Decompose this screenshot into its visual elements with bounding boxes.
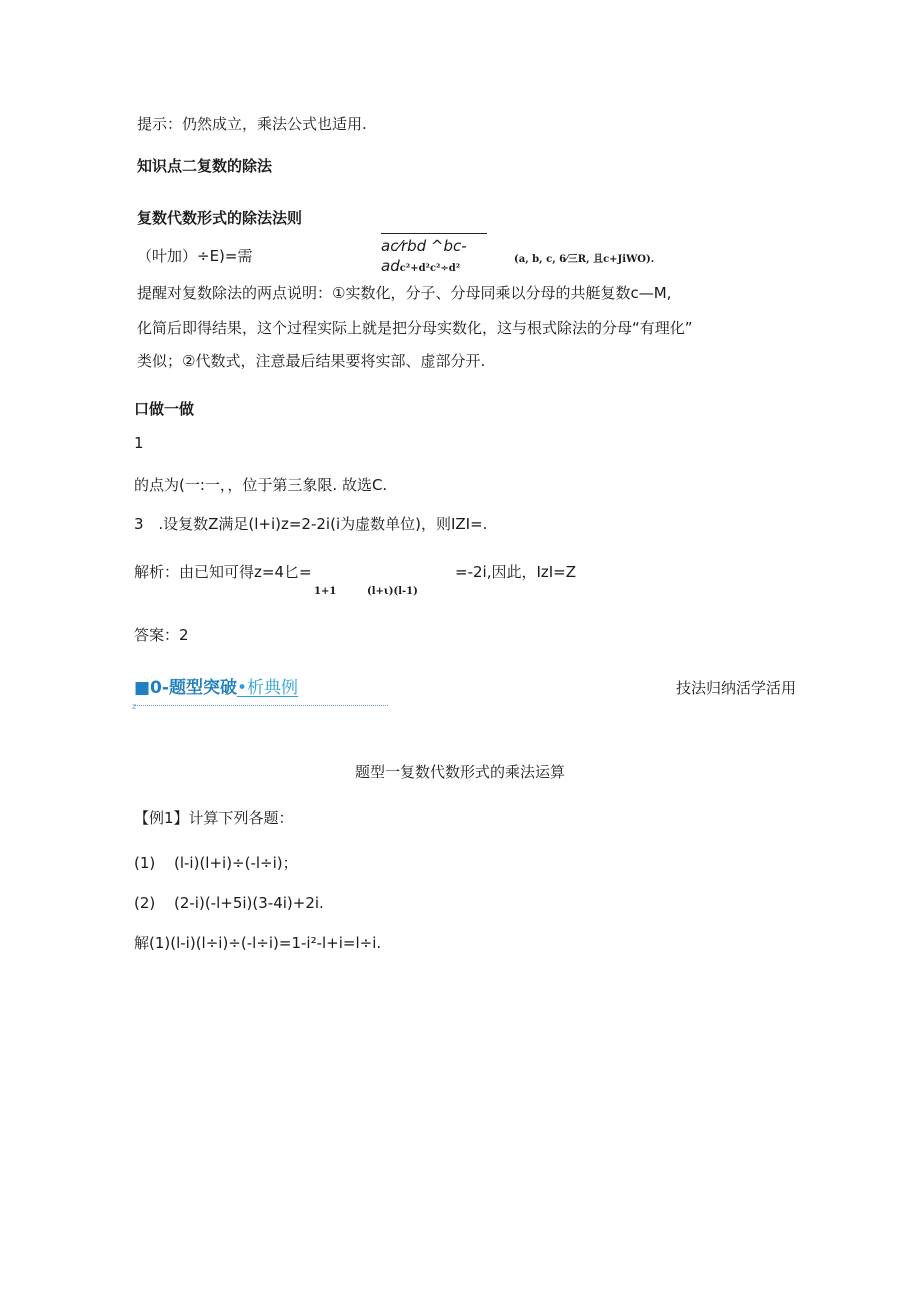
example-header: 【例1】计算下列各题： — [134, 809, 294, 827]
example-item-2 — [134, 893, 324, 913]
formula-denominator: adc²+d²c²÷d² — [381, 257, 461, 275]
analysis-line: 解析：由已知可得z=4匕= — [134, 563, 312, 581]
answer-text: 答案：2 — [134, 626, 189, 644]
formula-condition: (a, b, c, 6⁄三R, 且c+JiWO). — [514, 254, 655, 265]
rule-heading: 复数代数形式的除法法则 — [137, 209, 303, 227]
formula-left: （叶加）÷E)=需 — [137, 247, 253, 265]
banner-title: ■0-题型突破 — [134, 678, 237, 698]
solution-text: 解(1)(l-i)(l÷i)÷(-l÷i)=1-i²-l+i=l÷i. — [134, 934, 382, 952]
banner-link[interactable]: •析典例 — [236, 678, 298, 698]
type1-heading: 题型一复数代数形式的乘法运算 — [354, 763, 565, 781]
example-item-1-expr: (l-i)(l+i)÷(-l÷i)； — [174, 854, 298, 872]
analysis-tail: =-2i,因此，IzI=Z — [455, 563, 577, 581]
question-3-number: 3 — [134, 515, 144, 533]
question-1-text: 的点为(一:一，，位于第三象限. 故选C. — [134, 476, 388, 494]
remind-line-2: 化简后即得结果，这个过程实际上就是把分母实数化，这与根式除法的分母“有理化” — [137, 319, 693, 337]
analysis-sub-1: 1+1 — [314, 586, 337, 597]
question-3 — [134, 514, 487, 534]
formula-numerator: ac⁄rbd ^bc- — [381, 237, 467, 255]
question-3-text: .设复数Z满足(l+i)z=2-2i(i为虚数单位)，则IZI=. — [158, 515, 488, 533]
practice-heading: 口做一做 — [134, 400, 195, 418]
example-item-2-number: (2) — [134, 894, 156, 912]
fraction-bar — [381, 233, 487, 234]
analysis-sub-2: (l+ι)(l-1) — [367, 586, 418, 597]
banner-mark: z — [132, 702, 137, 711]
banner-divider — [134, 705, 388, 706]
question-1-number: 1 — [134, 434, 144, 452]
example-item-1 — [134, 853, 298, 873]
example-item-2-expr: (2-i)(-l+5i)(3-4i)+2i. — [174, 894, 324, 912]
section-heading: 知识点二复数的除法 — [137, 157, 273, 175]
banner-right: 技法归纳活学活用 — [676, 679, 797, 697]
remind-line-3: 类似；②代数式，注意最后结果要将实部、虚部分开. — [137, 352, 486, 370]
hint-text: 提示：仍然成立，乘法公式也适用. — [137, 115, 367, 133]
remind-line-1: 提醒对复数除法的两点说明：①实数化，分子、分母同乘以分母的共艇复数c—M, — [137, 284, 672, 302]
example-item-1-number: (1) — [134, 854, 156, 872]
